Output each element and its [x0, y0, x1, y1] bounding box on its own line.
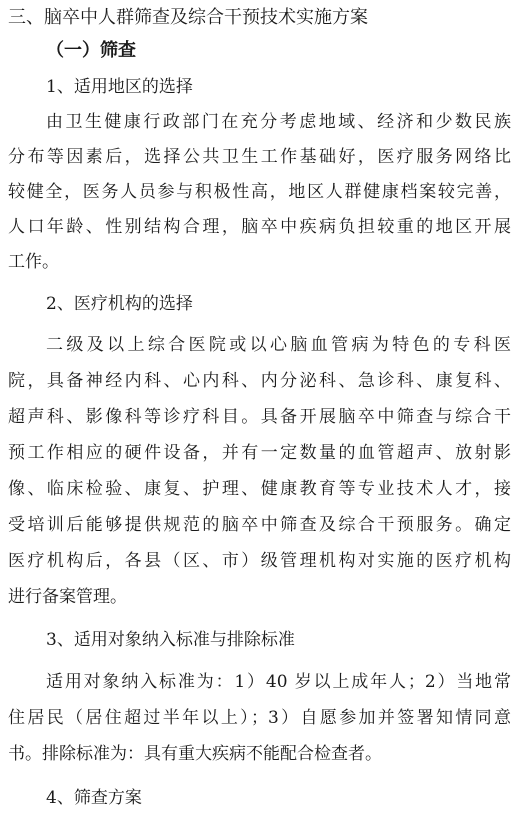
paragraph-line: 二级及以上综合医院或以心脑血管病为特色的专科医 — [46, 335, 511, 355]
paragraph-line: 住居民（居住超过半年以上）；3）自愿参加并签署知情同意 — [8, 708, 511, 728]
paragraph-line: 预工作相应的硬件设备，并有一定数量的血管超声、放射影 — [8, 443, 511, 463]
paragraph-line: 超声科、影像科等诊疗科目。具备开展脑卒中筛查与综合干 — [8, 407, 511, 427]
paragraph-line: 适用对象纳入标准为：1）40 岁以上成年人；2）当地常 — [46, 672, 511, 692]
section-title: 三、脑卒中人群筛查及综合干预技术实施方案 — [8, 7, 368, 28]
paragraph-line: 较健全，医务人员参与积极性高，地区人群健康档案较完善， — [8, 182, 511, 202]
item-heading-3: 3、适用对象纳入标准与排除标准 — [46, 630, 295, 650]
paragraph-line: 分布等因素后，选择公共卫生工作基础好，医疗服务网络比 — [8, 147, 511, 167]
item-heading-4: 4、筛查方案 — [46, 788, 142, 808]
paragraph-line: 工作。 — [8, 252, 59, 272]
paragraph-line: 院，具备神经内科、心内科、内分泌科、急诊科、康复科、 — [8, 371, 511, 391]
paragraph-line: 由卫生健康行政部门在充分考虑地域、经济和少数民族 — [46, 112, 511, 132]
paragraph-line: 进行备案管理。 — [8, 587, 127, 607]
subsection-title: （一）筛查 — [46, 40, 136, 61]
paragraph-line: 书。排除标准为：具有重大疾病不能配合检查者。 — [8, 744, 382, 764]
item-heading-1: 1、适用地区的选择 — [46, 77, 193, 97]
paragraph-line: 人口年龄、性别结构合理，脑卒中疾病负担较重的地区开展 — [8, 217, 511, 237]
paragraph-line: 像、临床检验、康复、护理、健康教育等专业技术人才，接 — [8, 479, 511, 499]
paragraph-line: 受培训后能够提供规范的脑卒中筛查及综合干预服务。确定 — [8, 515, 511, 535]
item-heading-2: 2、医疗机构的选择 — [46, 294, 193, 314]
paragraph-line: 医疗机构后，各县（区、市）级管理机构对实施的医疗机构 — [8, 551, 511, 571]
